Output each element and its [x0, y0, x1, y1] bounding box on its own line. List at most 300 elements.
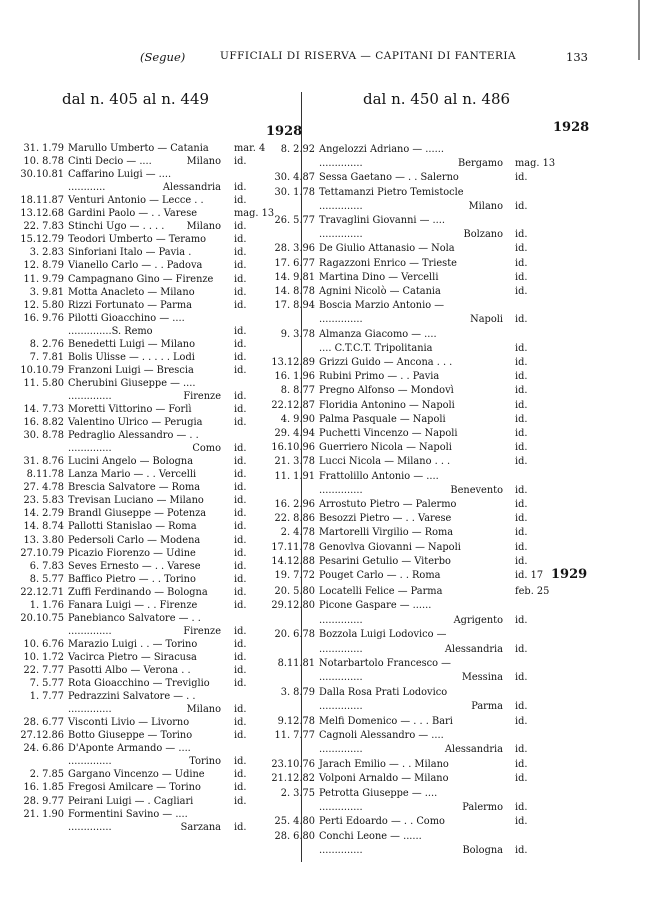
entry-row	[0, 664, 284, 678]
entry-date-note: id.	[234, 782, 247, 794]
entry-date: 3. 9.81	[29, 286, 64, 298]
entry-date-note: id.	[515, 172, 528, 184]
entry-date: 8.11.78	[26, 469, 64, 481]
entry-name: Palma Pasquale — Napoli	[319, 413, 446, 425]
entry-name: ..............	[68, 443, 112, 455]
entry-name: Bolis Ulisse — . . . . . Lodi	[68, 351, 195, 363]
running-header	[0, 50, 651, 72]
entry-date-note: id.	[234, 678, 247, 690]
entry-name: Conchi Leone — ......	[319, 830, 422, 842]
entry-name: Angelozzi Adriano — ......	[319, 144, 444, 155]
entry-row	[251, 413, 565, 427]
entry-date-note: id.	[234, 704, 247, 716]
entry-name: Picazio Fiorenzo — Udine	[68, 547, 196, 559]
entry-city: Como	[192, 443, 221, 455]
entry-name: Panebianco Salvatore — . .	[68, 612, 201, 624]
entry-date: 27.10.79	[20, 547, 64, 559]
entry-date: 13.12.68	[20, 208, 64, 220]
entry-date-note: id.	[234, 221, 247, 233]
entry-name: Locatelli Felice — Parma	[319, 586, 443, 597]
entry-date: 21. 3.78	[274, 456, 315, 468]
entry-row	[251, 228, 565, 242]
entry-row	[251, 271, 565, 285]
entry-name: Stinchi Ugo — . . . .	[68, 221, 165, 233]
entry-city: Bologna	[462, 845, 503, 857]
entry-date: 16. 8.82	[23, 417, 64, 429]
entry-name: Baffico Pietro — . . Torino	[68, 573, 196, 585]
entry-name: Pallotti Stanislao — Roma	[68, 521, 197, 533]
entry-row	[0, 534, 284, 548]
entry-row	[0, 142, 284, 156]
entry-name: Pedraglio Alessandro — . .	[68, 430, 199, 442]
entry-date: 16.10.96	[271, 442, 315, 454]
entry-city: Palermo	[462, 802, 503, 813]
entry-row	[251, 328, 565, 342]
entry-row	[251, 772, 565, 786]
page-number: 133	[566, 50, 588, 64]
entry-name: Martorelli Virgilio — Roma	[319, 527, 454, 539]
entry-row	[0, 599, 284, 613]
entry-name: Guerriero Nicola — Napoli	[319, 442, 452, 454]
entry-row	[251, 671, 565, 685]
entry-date-note: id.	[234, 325, 247, 337]
entry-row	[0, 429, 284, 443]
left-column-heading: dal n. 405 al n. 449	[62, 90, 210, 108]
entry-row	[251, 313, 565, 327]
entry-row	[251, 614, 565, 628]
entry-date: 14.12.88	[271, 555, 315, 567]
entry-name: Melfi Domenico — . . . Bari	[319, 715, 453, 727]
entry-row	[251, 700, 565, 714]
entry-name: ..............	[319, 672, 363, 684]
entry-date: 21. 1.90	[23, 808, 64, 820]
entry-name: Pregno Alfonso — Mondovì	[319, 385, 454, 397]
entry-name: Agnini Nicolò — Catania	[319, 286, 441, 297]
entry-row	[0, 573, 284, 587]
entry-name: Pilotti Gioacchino — ....	[68, 312, 185, 324]
entry-row	[0, 338, 284, 352]
entry-date: 31. 1.79	[23, 143, 64, 154]
entry-row	[0, 259, 284, 273]
entry-name: Zuffi Ferdinando — Bologna	[68, 586, 208, 598]
entry-date-note: id.	[234, 286, 247, 298]
entry-name: Lucci Nicola — Milano . . .	[319, 456, 451, 468]
entry-name: ..............	[319, 314, 363, 326]
entry-row	[0, 377, 284, 391]
entry-row	[0, 155, 284, 169]
entry-name: ..............	[68, 625, 112, 637]
entry-row	[251, 257, 565, 271]
entry-date-note: id.	[515, 385, 528, 397]
entry-name: D'Aponte Armando — ....	[68, 743, 191, 755]
year-heading: 1928	[266, 124, 303, 139]
entry-date-note: id.	[515, 499, 528, 510]
entry-date-note: id.	[515, 513, 528, 525]
entry-name: ..............	[319, 643, 363, 655]
entry-date: 10.10.79	[20, 364, 64, 376]
year-heading: 1929	[551, 567, 588, 582]
entry-row	[0, 416, 284, 430]
entry-date-note: id.	[515, 484, 528, 496]
entry-row	[0, 312, 284, 326]
entry-name: Boscia Marzio Antonio —	[319, 300, 445, 312]
entry-name: Genovlva Giovanni — Napoli	[319, 541, 461, 553]
entry-name: Gargano Vincenzo — Udine	[68, 769, 205, 781]
entry-date: 12. 5.80	[23, 299, 64, 311]
entry-name: Rubini Primo — . . Pavia	[319, 371, 440, 383]
entry-date-note: id.	[515, 399, 528, 411]
entry-date-note: id.	[234, 443, 247, 455]
entry-row	[251, 801, 565, 815]
entry-date-note: id.	[515, 744, 528, 756]
entry-row	[0, 325, 284, 339]
entry-row	[0, 494, 284, 508]
entry-name: Botto Giuseppe — Torino	[68, 730, 193, 742]
entry-name: Arrostuto Pietro — Palermo	[319, 499, 457, 510]
entry-row	[0, 181, 284, 195]
year-heading: 1928	[553, 120, 590, 135]
entry-date: 3. 2.83	[29, 247, 64, 259]
entry-name: Peirani Luigi — . Cagliari	[68, 795, 194, 807]
entry-date-note: id.	[515, 672, 528, 684]
entry-date: 14. 8.74	[23, 521, 64, 533]
entry-row	[251, 498, 565, 512]
entry-row	[0, 586, 284, 600]
entry-date: 6. 7.83	[29, 560, 64, 572]
entry-name: Marullo Umberto — Catania	[68, 143, 209, 154]
entry-row	[0, 625, 284, 639]
entry-name: Besozzi Pietro — . . Varese	[319, 513, 452, 525]
entry-row	[251, 470, 565, 484]
entry-row	[0, 677, 284, 691]
entry-name: Formentini Savino — ....	[68, 808, 188, 820]
entry-date: 17.11.78	[271, 541, 315, 553]
entry-date-note: id.	[515, 442, 528, 454]
entry-row	[251, 512, 565, 526]
entry-city: Milano	[468, 200, 503, 212]
entry-date: 22. 7.83	[23, 221, 64, 233]
entry-date-note: id.	[234, 260, 247, 272]
entry-name: ..............	[319, 744, 363, 756]
entry-name: Picone Gaspare — ......	[319, 600, 432, 612]
entry-date: 16. 1.96	[274, 371, 315, 383]
entry-date-note: id.	[515, 314, 528, 326]
entry-name: Pedersoli Carlo — Modena	[68, 534, 201, 546]
entry-date: 3. 8.79	[280, 686, 315, 698]
entry-name: Rizzi Fortunato — Parma	[68, 299, 192, 311]
entry-city: Alessandria	[444, 744, 503, 756]
entry-date: 26. 5.77	[274, 215, 315, 226]
entry-date: 22.12.87	[271, 399, 315, 411]
entry-date-note: id.	[515, 357, 528, 368]
entry-name: Grizzi Guido — Ancona . . .	[319, 357, 453, 368]
entry-date-note: id.	[515, 257, 528, 269]
entry-row	[251, 186, 565, 200]
entry-date-note: id.	[234, 586, 247, 598]
entry-date: 2. 7.85	[29, 769, 64, 781]
entry-name: Volponi Arnaldo — Milano	[319, 773, 449, 785]
entry-date: 16. 9.76	[23, 312, 64, 324]
entry-row	[0, 442, 284, 456]
entry-row	[251, 384, 565, 398]
entry-date-note: id.	[234, 364, 247, 376]
entry-city: Napoli	[470, 314, 503, 326]
entry-date-note: id.	[234, 338, 247, 350]
entry-city: Messina	[461, 672, 503, 684]
entry-city: Firenze	[183, 625, 221, 637]
entry-row	[251, 541, 565, 555]
entry-date: 13.12.89	[271, 357, 315, 368]
entry-row	[0, 638, 284, 652]
entry-name: Vianello Carlo — . . Padova	[68, 260, 203, 272]
entry-row	[0, 768, 284, 782]
entry-date: 1. 7.77	[29, 691, 64, 703]
entry-name: Franzoni Luigi — Brescia	[68, 364, 194, 376]
entry-date-note: id.	[234, 651, 247, 663]
entry-date: 16. 1.85	[23, 782, 64, 794]
entry-date-note: id.	[515, 802, 528, 813]
entry-name: Lanza Mario — . . Vercelli	[68, 469, 197, 481]
entry-date: 2. 3.75	[280, 787, 315, 799]
entry-row	[251, 285, 565, 299]
entry-row	[0, 273, 284, 287]
entry-city: Milano	[186, 704, 221, 716]
entry-date-note: id.	[515, 643, 528, 655]
entry-date: 17. 6.77	[274, 257, 315, 269]
entry-name: Notarbartolo Francesco —	[319, 658, 451, 669]
entry-date: 9.12.78	[277, 715, 315, 727]
entry-row	[251, 171, 565, 185]
entry-date-note: id.	[234, 717, 247, 729]
entry-date: 8. 8.77	[280, 385, 315, 397]
entry-name: Ragazzoni Enrico — Trieste	[319, 257, 457, 269]
entry-row	[251, 484, 565, 498]
entry-date-note: id.	[234, 456, 247, 468]
entry-date-note: id.	[234, 599, 247, 611]
entry-row	[251, 628, 565, 642]
entry-date-note: id.	[234, 390, 247, 402]
header-title: UFFICIALI DI RISERVA — CAPITANI DI FANTERIA	[220, 50, 517, 62]
entry-date-note: id.	[515, 701, 528, 713]
entry-city: Milano	[186, 221, 221, 233]
entry-name: Rota Gioacchino — Treviglio	[68, 678, 210, 690]
entry-name: Cinti Decio — ....	[68, 156, 152, 168]
entry-date: 23.10.76	[271, 758, 315, 770]
entry-date-note: id.	[515, 816, 528, 828]
entry-date: 23. 5.83	[23, 495, 64, 507]
entry-date-note: id.	[515, 243, 528, 255]
entry-name: Fregosi Amilcare — Torino	[68, 782, 201, 794]
entry-date-note: id.	[234, 299, 247, 311]
entry-row	[0, 481, 284, 495]
entry-row	[0, 299, 284, 313]
entry-row	[251, 844, 565, 858]
entry-name: Sessa Gaetano — . . Salerno	[319, 172, 459, 184]
entry-row	[251, 157, 565, 171]
entry-date: 29. 4.94	[274, 428, 315, 439]
entry-name: ..............	[68, 821, 112, 833]
entry-row	[0, 468, 284, 482]
entry-date-note: id.	[234, 482, 247, 494]
entry-date: 11. 7.77	[274, 730, 315, 741]
entry-date: 18.11.87	[20, 195, 64, 207]
entry-date: 28. 6.77	[23, 717, 64, 729]
entry-date-note: id.	[234, 573, 247, 585]
entry-date-note: id.	[234, 521, 247, 533]
entry-date: 12. 8.79	[23, 260, 64, 272]
entry-row	[251, 743, 565, 757]
entry-date-note: id.	[234, 730, 247, 742]
entry-row	[0, 520, 284, 534]
entry-date: 28. 3.96	[274, 243, 315, 255]
entry-row	[0, 821, 284, 835]
entry-name: De Giulio Attanasio — Nola	[319, 243, 455, 255]
entry-row	[251, 526, 565, 540]
entry-row	[0, 246, 284, 260]
entry-row	[0, 455, 284, 469]
entry-row	[251, 455, 565, 469]
entry-date: 10. 6.76	[23, 638, 64, 650]
entry-name: Tettamanzi Pietro Temistocle	[319, 186, 464, 198]
entry-date-note: feb. 25	[515, 586, 550, 597]
entry-date-note: id.	[515, 229, 528, 241]
entry-name: ..............	[319, 200, 363, 212]
entry-row	[0, 690, 284, 704]
entry-name: ..............	[319, 614, 363, 626]
entry-date-note: id.	[515, 271, 528, 283]
entry-date-note: id.	[234, 273, 247, 285]
entry-city: Alessandria	[444, 643, 503, 655]
entry-row	[251, 555, 565, 569]
entry-date: 19. 7.72	[274, 570, 315, 581]
entry-name: Pedrazzini Salvatore — . .	[68, 691, 196, 703]
entry-date: 11. 5.80	[23, 377, 64, 389]
entry-date-note: id.	[234, 182, 247, 194]
entry-date-note: id.	[515, 342, 528, 354]
entry-row	[0, 729, 284, 743]
entry-row	[0, 651, 284, 665]
entry-name: Pouget Carlo — . . Roma	[319, 570, 441, 581]
entry-row	[251, 242, 565, 256]
entry-date: 30. 4.87	[274, 172, 315, 184]
entry-date-note: id.	[234, 795, 247, 807]
entry-row	[0, 547, 284, 561]
entry-row	[251, 830, 565, 844]
entry-city: Milano	[186, 156, 221, 168]
entry-row	[251, 585, 565, 599]
entry-name: Lucini Angelo — Bologna	[68, 456, 194, 468]
entry-name: Teodori Umberto — Teramo	[68, 234, 207, 246]
entry-date-note: id.	[515, 614, 528, 626]
entry-date-note: id.	[234, 534, 247, 546]
entry-name: Martina Dino — Vercelli	[319, 271, 439, 283]
entry-date: 31. 8.76	[23, 456, 64, 468]
entry-date-note: id.	[515, 773, 528, 785]
entry-row	[0, 194, 284, 208]
entry-city: Alessandria	[162, 182, 221, 194]
entry-row	[251, 342, 565, 356]
entry-name: Almanza Giacomo — ....	[319, 328, 437, 340]
entry-date-note: id.	[515, 541, 528, 553]
entry-date: 14. 7.73	[23, 404, 64, 415]
entry-date: 20. 6.78	[274, 629, 315, 641]
entry-row	[251, 427, 565, 441]
entry-date: 8. 2.92	[280, 144, 315, 155]
entry-name: ..............	[319, 845, 363, 857]
entry-name: Visconti Livio — Livorno	[68, 717, 190, 729]
entry-name: Brescia Salvatore — Roma	[68, 482, 201, 494]
header-segue: (Segue)	[140, 50, 186, 64]
entry-date-note: id.	[234, 625, 247, 637]
entry-date: 8.11.81	[277, 658, 315, 669]
entry-row	[0, 351, 284, 365]
entry-name: Brandl Giuseppe — Potenza	[68, 508, 207, 520]
entry-date-note: id.	[234, 234, 247, 246]
entry-date-note: id.	[515, 200, 528, 212]
entry-date-note: id.	[234, 351, 247, 363]
entry-row	[0, 390, 284, 404]
entry-row	[251, 758, 565, 772]
entry-city: Agrigento	[453, 614, 503, 626]
entry-name: Seves Ernesto — . . Varese	[68, 560, 201, 572]
entry-date: 7. 7.81	[29, 351, 64, 363]
entry-date: 30. 8.78	[23, 430, 64, 442]
entry-name: ..............	[68, 390, 112, 402]
entry-date: 20.10.75	[20, 612, 64, 624]
entry-row	[251, 370, 565, 384]
entry-date: 9. 3.78	[280, 328, 315, 340]
entry-row	[251, 143, 565, 157]
entry-date: 13. 3.80	[23, 534, 64, 546]
entry-date: 17. 8.94	[274, 300, 315, 312]
entry-date-note: id.	[234, 195, 247, 207]
entry-name: ..............	[68, 756, 112, 768]
entry-date: 28. 9.77	[23, 795, 64, 807]
entry-city: Firenze	[183, 390, 221, 402]
entry-date: 16. 2.96	[274, 499, 315, 510]
entry-name: Fanara Luigi — . . Firenze	[68, 599, 198, 611]
entry-name: Frattolillo Antonio — ....	[319, 470, 439, 482]
entry-date-note: mag. 13	[515, 158, 556, 170]
entry-date-note: id.	[234, 417, 247, 429]
entry-city: Benevento	[450, 484, 503, 496]
entry-name: ..............	[319, 484, 363, 496]
entry-row	[0, 808, 284, 822]
entry-date-note: mar. 4	[234, 143, 266, 154]
entry-name: Caffarino Luigi — ....	[68, 169, 172, 181]
entry-date: 27. 4.78	[23, 482, 64, 494]
entry-row	[251, 356, 565, 370]
entry-name: Benedetti Luigi — Milano	[68, 338, 196, 350]
entry-name: Trevisan Luciano — Milano	[68, 495, 204, 507]
entry-date: 24. 6.86	[23, 743, 64, 755]
entry-name: Dalla Rosa Prati Lodovico	[319, 686, 448, 698]
entry-date: 20. 5.80	[274, 586, 315, 597]
entry-date-note: id.	[515, 758, 528, 770]
entry-date: 22. 8.86	[274, 513, 315, 525]
entry-name: Campagnano Gino — Firenze	[68, 273, 214, 285]
entry-date-note: id.	[515, 413, 528, 425]
entry-date-note: id.	[234, 495, 247, 507]
entry-row	[0, 742, 284, 756]
entry-date-note: id.	[234, 547, 247, 559]
entry-date: 22.12.71	[20, 586, 64, 598]
entry-row	[0, 755, 284, 769]
entry-date-note: id.	[515, 845, 528, 857]
entry-row	[251, 715, 565, 729]
entry-name: .... C.T.C.T. Tripolitania	[319, 342, 433, 354]
entry-row	[251, 399, 565, 413]
